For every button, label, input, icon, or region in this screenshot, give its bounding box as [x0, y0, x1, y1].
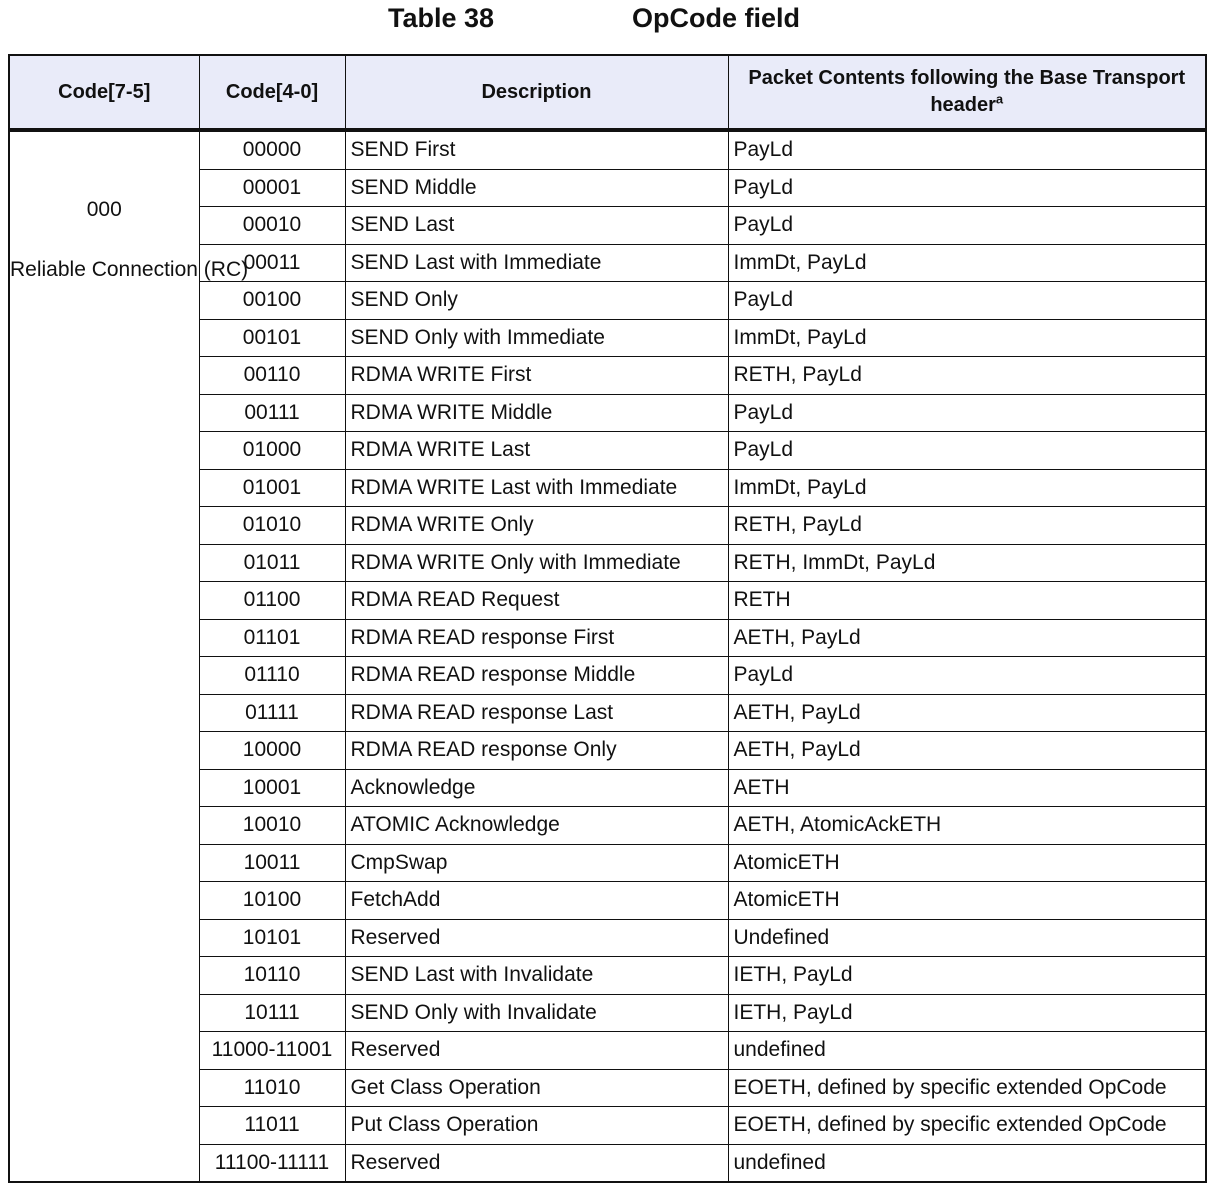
- description-cell: Reserved: [345, 1032, 728, 1070]
- description-cell: SEND First: [345, 130, 728, 169]
- description-cell: RDMA WRITE Middle: [345, 394, 728, 432]
- description-cell: RDMA READ response Middle: [345, 657, 728, 695]
- contents-cell: PayLd: [728, 207, 1206, 245]
- contents-cell: PayLd: [728, 394, 1206, 432]
- description-cell: SEND Middle: [345, 169, 728, 207]
- code-cell: 10101: [199, 919, 345, 957]
- code-cell: 11011: [199, 1107, 345, 1145]
- contents-cell: Undefined: [728, 919, 1206, 957]
- code-cell: 00000: [199, 130, 345, 169]
- contents-cell: PayLd: [728, 169, 1206, 207]
- description-cell: SEND Only: [345, 282, 728, 320]
- code-cell: 00010: [199, 207, 345, 245]
- description-cell: RDMA READ response First: [345, 619, 728, 657]
- table-row: [9, 130, 1206, 169]
- contents-cell: AETH, PayLd: [728, 694, 1206, 732]
- group-code: 000: [86, 198, 122, 221]
- code-cell: 00101: [199, 319, 345, 357]
- header-contents-footnote: a: [995, 91, 1004, 107]
- contents-cell: ImmDt, PayLd: [728, 319, 1206, 357]
- contents-cell: RETH, PayLd: [728, 357, 1206, 395]
- code-cell: 10111: [199, 994, 345, 1032]
- code-cell: 10100: [199, 882, 345, 920]
- code-cell: 10010: [199, 807, 345, 845]
- code-cell: 10001: [199, 769, 345, 807]
- code-cell: 10011: [199, 844, 345, 882]
- code-cell: 01011: [199, 544, 345, 582]
- header-code-lo: Code[4-0]: [199, 55, 345, 130]
- description-cell: Get Class Operation: [345, 1069, 728, 1107]
- contents-cell: AETH, AtomicAckETH: [728, 807, 1206, 845]
- table-title: OpCode field: [632, 3, 800, 33]
- code-cell: 01010: [199, 507, 345, 545]
- contents-cell: PayLd: [728, 657, 1206, 695]
- description-cell: SEND Last with Invalidate: [345, 957, 728, 995]
- code-cell: 10110: [199, 957, 345, 995]
- header-code-hi: Code[7-5]: [9, 55, 199, 130]
- contents-cell: PayLd: [728, 282, 1206, 320]
- description-cell: RDMA READ Request: [345, 582, 728, 620]
- code-cell: 11100-11111: [199, 1144, 345, 1182]
- description-cell: FetchAdd: [345, 882, 728, 920]
- description-cell: Reserved: [345, 1144, 728, 1182]
- table-caption: [0, 0, 1212, 40]
- contents-cell: undefined: [728, 1144, 1206, 1182]
- contents-cell: IETH, PayLd: [728, 957, 1206, 995]
- description-cell: CmpSwap: [345, 844, 728, 882]
- description-cell: RDMA READ response Last: [345, 694, 728, 732]
- description-cell: RDMA WRITE Last: [345, 432, 728, 470]
- contents-cell: IETH, PayLd: [728, 994, 1206, 1032]
- contents-cell: AtomicETH: [728, 844, 1206, 882]
- contents-cell: AETH, PayLd: [728, 619, 1206, 657]
- description-cell: Reserved: [345, 919, 728, 957]
- header-description: Description: [345, 55, 728, 130]
- contents-cell: ImmDt, PayLd: [728, 469, 1206, 507]
- code-cell: 11000-11001: [199, 1032, 345, 1070]
- code-cell: 00111: [199, 394, 345, 432]
- contents-cell: RETH: [728, 582, 1206, 620]
- code-cell: 01000: [199, 432, 345, 470]
- contents-cell: ImmDt, PayLd: [728, 244, 1206, 282]
- opcode-table: [8, 54, 1207, 1183]
- group-name: Reliable Connection (RC): [10, 258, 249, 281]
- contents-cell: PayLd: [728, 432, 1206, 470]
- code-cell: 11010: [199, 1069, 345, 1107]
- table-body: [9, 130, 1206, 1182]
- description-cell: ATOMIC Acknowledge: [345, 807, 728, 845]
- code-cell: 01110: [199, 657, 345, 695]
- description-cell: SEND Only with Immediate: [345, 319, 728, 357]
- contents-cell: RETH, PayLd: [728, 507, 1206, 545]
- contents-cell: EOETH, defined by specific extended OpCode: [728, 1107, 1206, 1145]
- contents-cell: undefined: [728, 1032, 1206, 1070]
- group-cell: [9, 130, 249, 1182]
- header-contents: [728, 55, 1206, 130]
- header-contents-label: Packet Contents following the Base Transport header: [748, 67, 1186, 116]
- description-cell: RDMA WRITE Only with Immediate: [345, 544, 728, 582]
- code-cell: 00110: [199, 357, 345, 395]
- description-cell: RDMA READ response Only: [345, 732, 728, 770]
- code-cell: 01001: [199, 469, 345, 507]
- code-cell: 00001: [199, 169, 345, 207]
- description-cell: SEND Only with Invalidate: [345, 994, 728, 1032]
- contents-cell: AETH: [728, 769, 1206, 807]
- code-cell: 01101: [199, 619, 345, 657]
- contents-cell: AETH, PayLd: [728, 732, 1206, 770]
- code-cell: 00100: [199, 282, 345, 320]
- code-cell: 01100: [199, 582, 345, 620]
- code-cell: 00011: [199, 244, 345, 282]
- description-cell: SEND Last: [345, 207, 728, 245]
- description-cell: RDMA WRITE Only: [345, 507, 728, 545]
- contents-cell: AtomicETH: [728, 882, 1206, 920]
- table-number: Table 38: [388, 3, 495, 33]
- description-cell: Acknowledge: [345, 769, 728, 807]
- contents-cell: RETH, ImmDt, PayLd: [728, 544, 1206, 582]
- contents-cell: EOETH, defined by specific extended OpCode: [728, 1069, 1206, 1107]
- header-row: [9, 55, 1206, 130]
- description-cell: RDMA WRITE First: [345, 357, 728, 395]
- contents-cell: PayLd: [728, 130, 1206, 169]
- code-cell: 01111: [199, 694, 345, 732]
- description-cell: SEND Last with Immediate: [345, 244, 728, 282]
- description-cell: Put Class Operation: [345, 1107, 728, 1145]
- code-cell: 10000: [199, 732, 345, 770]
- description-cell: RDMA WRITE Last with Immediate: [345, 469, 728, 507]
